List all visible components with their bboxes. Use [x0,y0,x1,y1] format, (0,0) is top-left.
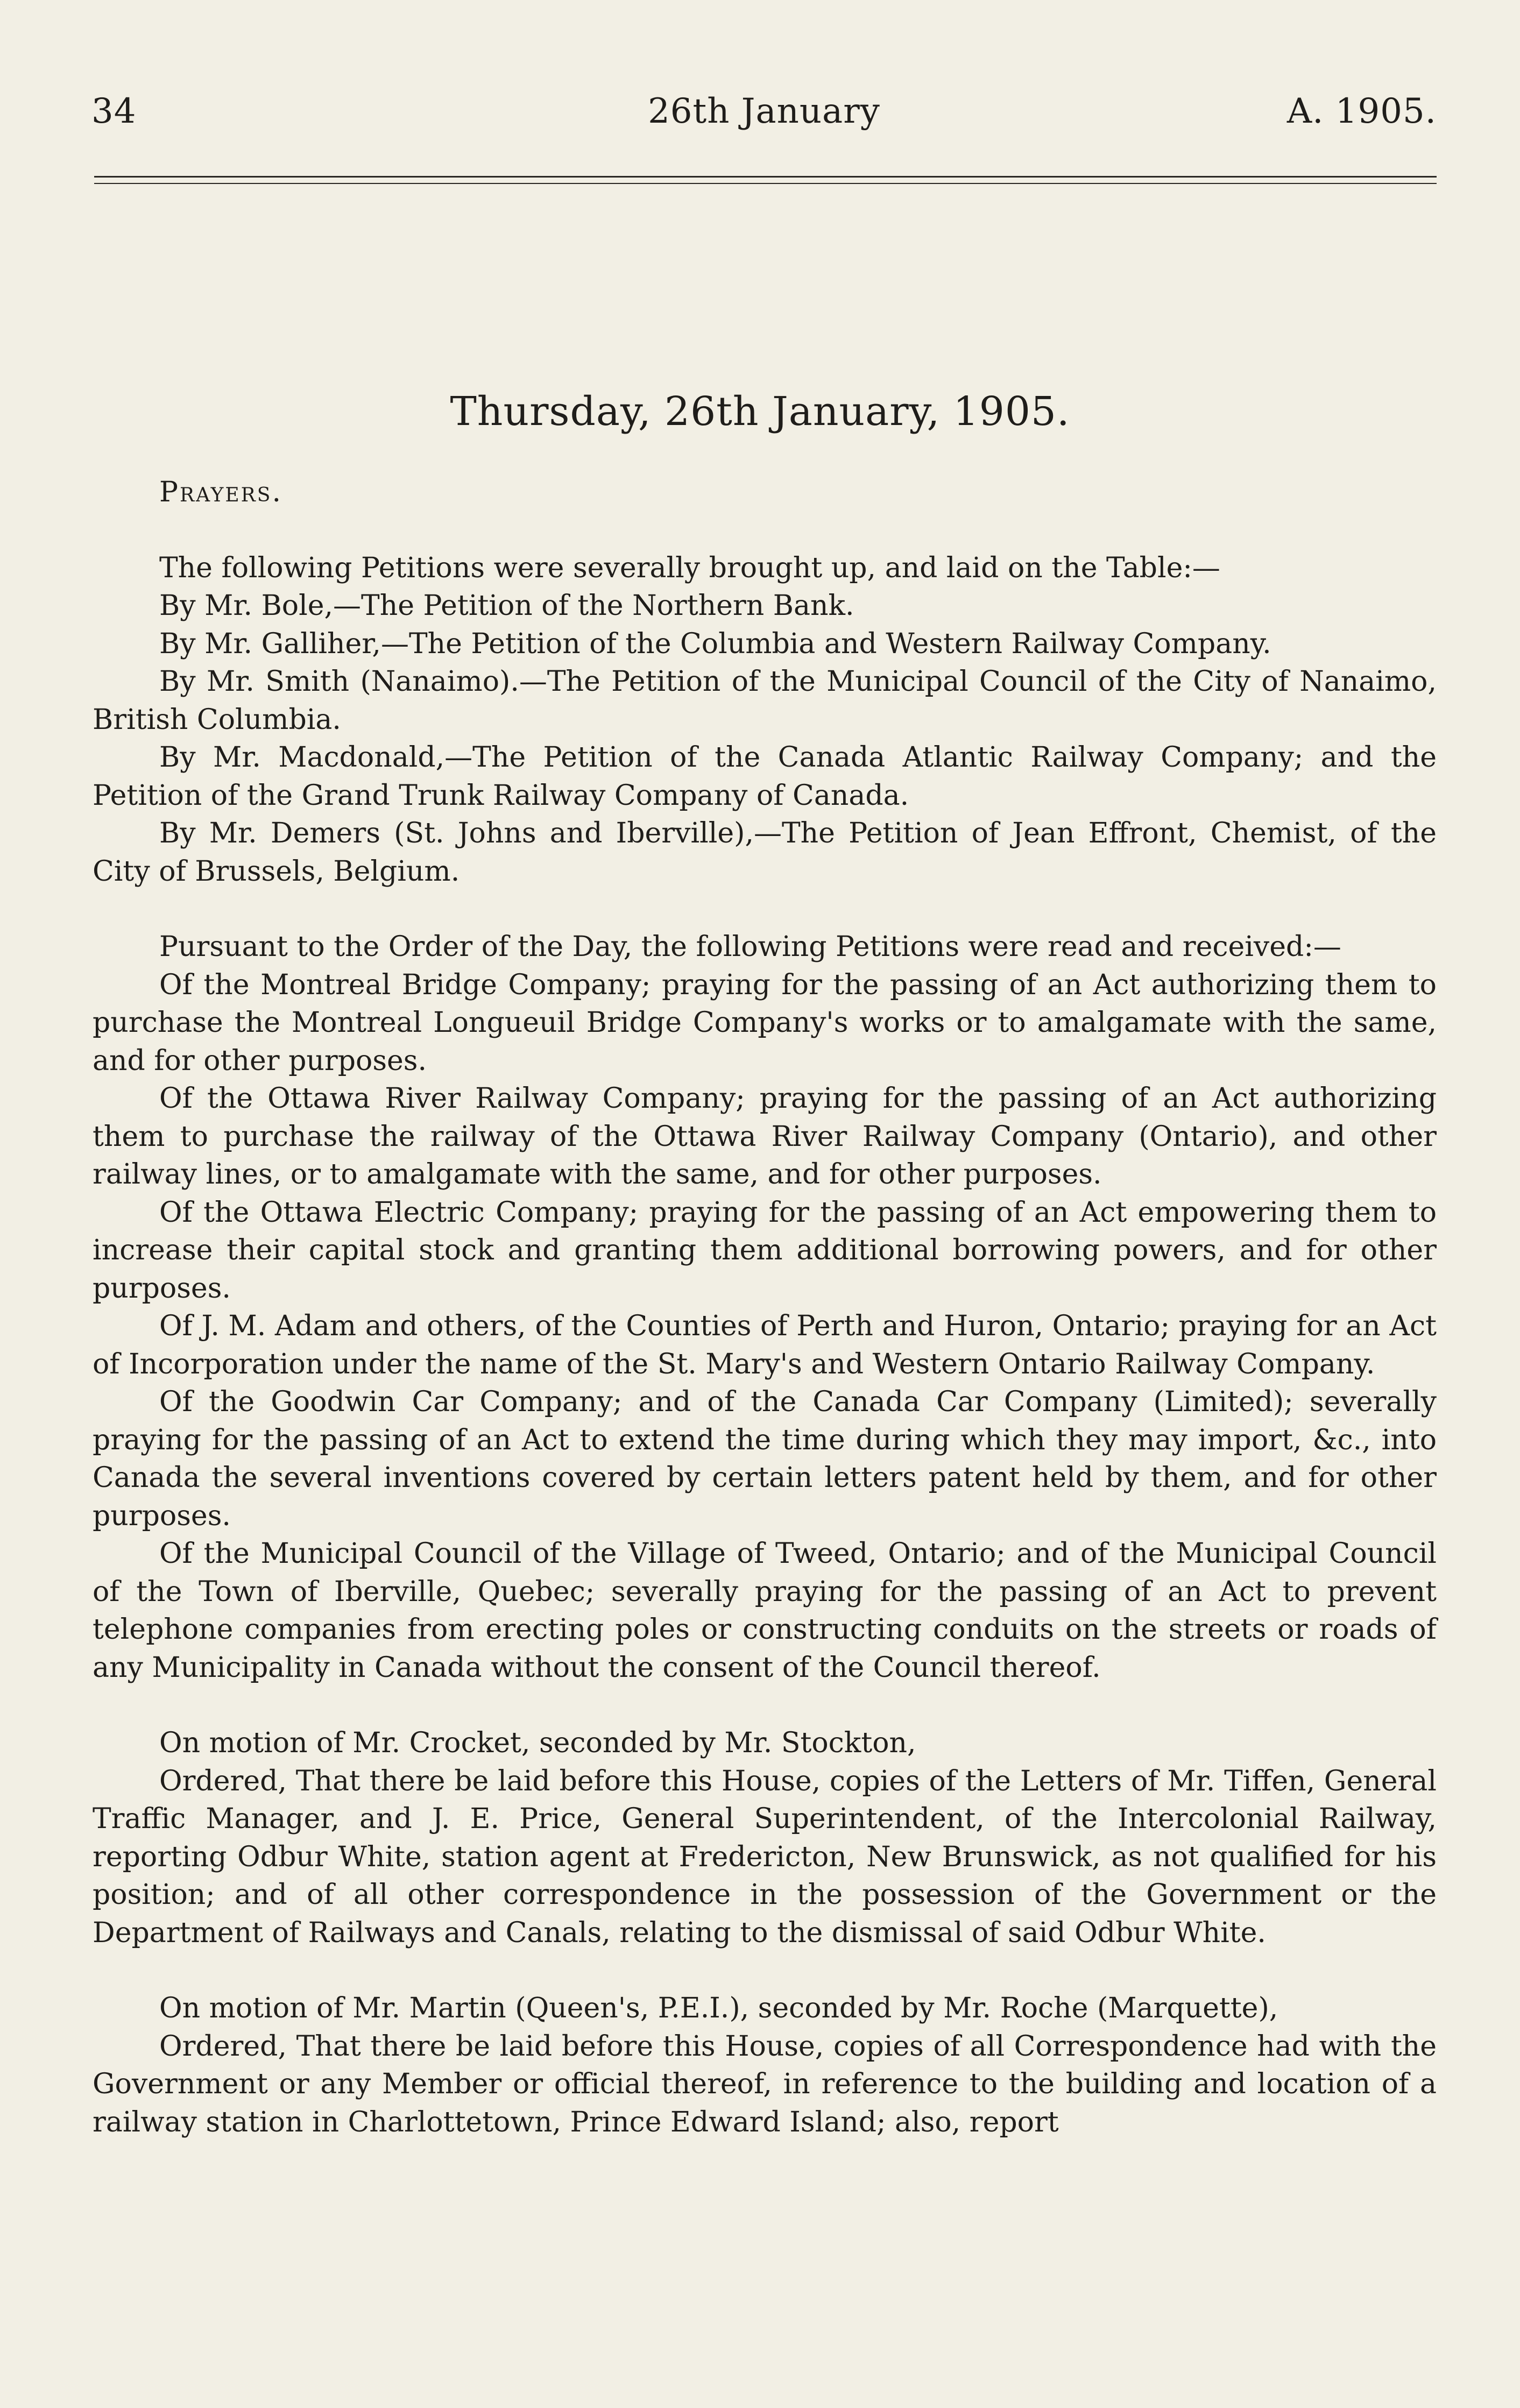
header-rule-top [94,176,1437,178]
motion-martin-section [93,1989,1437,2141]
prayers-text: Prayers. [159,476,282,508]
prayers-heading [93,473,1437,512]
motion-crocket-order: Ordered, That there be laid before this House, copies of the Letters of Mr. Tiffen, General Traffic Manager, and J. E. Price, General Superintendent, of the Intercolonial Railway, reporting Odbur White, station agent at Fredericton, New Brunswick, as not qualified for his position; and of all other correspondence in the possession of the Government or the Department of Railways and Canals, relating to the dismissal of said Odbur White. [93,1765,1437,1949]
header-rule-bottom [94,183,1437,184]
header-year: A. 1905. [1286,91,1437,131]
petition-received-item: Of the Montreal Bridge Company; praying for the passing of an Act authorizing them to purchase the Montreal Longueuil Bridge Company's works or to amalgamate with the same, and for other purposes. [93,968,1437,1077]
petition-received-item: Of the Municipal Council of the Village of Tweed, Ontario; and of the Municipal Council of the Town of Iberville, Quebec; severally praying for the passing of an Act to prevent telephone companies from erecting poles or constructing conduits on the streets or roads of any Municipality in Canada without the consent of the Council thereof. [93,1538,1437,1684]
petitions-received-intro: Pursuant to the Order of the Day, the following Petitions were read and received:— [159,931,1341,963]
petition-received-item: Of the Ottawa Electric Company; praying for the passing of an Act empowering them to increase their capital stock and granting them additional borrowing powers, and for other purposes. [93,1196,1437,1305]
petition-presented-item: By Mr. Bole,—The Petition of the Northern Bank. [159,590,854,622]
petitions-received-section [93,928,1437,1687]
page-number: 34 [91,91,137,131]
petition-received-item: Of the Goodwin Car Company; and of the Canada Car Company (Limited); severally praying for the passing of an Act to extend the time during which they may import, &c., into Canada the several inventions covered by certain letters patent held by them, and for other purposes. [93,1386,1437,1532]
motion-crocket-section [93,1724,1437,1952]
petitions-presented-section [93,549,1437,891]
petition-received-item: Of J. M. Adam and others, of the Counties of Perth and Huron, Ontario; praying for an Act of Incorporation under the name of the St. Mary's and Western Ontario Railway Company. [93,1310,1437,1380]
running-title: 26th January [648,91,880,131]
petition-presented-item: By Mr. Demers (St. Johns and Iberville),—The Petition of Jean Effront, Chemist, of the City of Brussels, Belgium. [93,817,1437,888]
petitions-presented-intro: The following Petitions were severally brought up, and laid on the Table:— [159,551,1220,584]
petition-presented-item: By Mr. Galliher,—The Petition of the Columbia and Western Railway Company. [159,627,1271,660]
journal-body [93,473,1437,2141]
petition-presented-item: By Mr. Macdonald,—The Petition of the Canada Atlantic Railway Company; and the Petition of the Grand Trunk Railway Company of Canada. [93,741,1437,812]
motion-martin-line: On motion of Mr. Martin (Queen's, P.E.I.), seconded by Mr. Roche (Marquette), [159,1992,1278,2024]
petition-presented-item: By Mr. Smith (Nanaimo).—The Petition of the Municipal Council of the City of Nanaimo, British Columbia. [93,665,1437,736]
petition-received-item: Of the Ottawa River Railway Company; praying for the passing of an Act authorizing them to purchase the railway of the Ottawa River Railway Company (Ontario), and other railway lines, or to amalgamate with the same, and for other purposes. [93,1082,1437,1191]
date-title: Thursday, 26th January, 1905. [450,388,1070,435]
motion-crocket-line: On motion of Mr. Crocket, seconded by Mr. Stockton, [159,1727,916,1759]
page-header [91,91,1437,140]
motion-martin-order: Ordered, That there be laid before this House, copies of all Correspondence had with the Government or any Member or official thereof, in reference to the building and location of a railway station in Charlottetown, Prince Edward Island; also, report [93,2030,1437,2138]
